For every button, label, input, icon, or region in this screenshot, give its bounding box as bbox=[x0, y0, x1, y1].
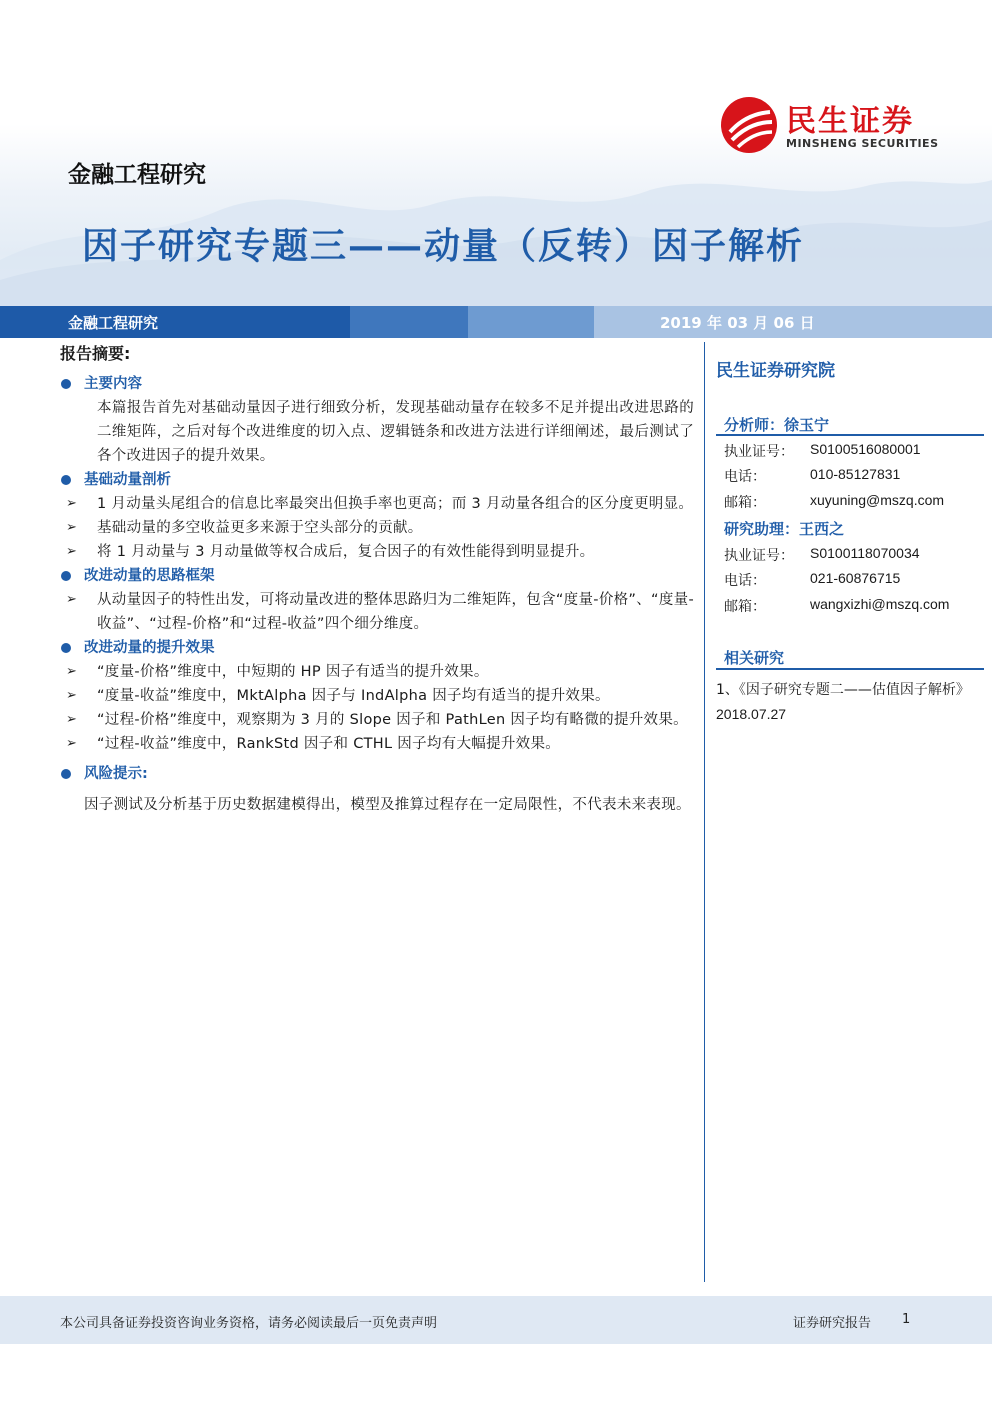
related-heading: 相关研究 bbox=[724, 649, 785, 667]
bullet-dot-icon bbox=[61, 379, 71, 389]
arrow-bullet-icon: ➢ bbox=[66, 688, 78, 703]
abstract-label: 报告摘要: bbox=[60, 344, 131, 363]
list-item: ➢ 从动量因子的特性出发，可将动量改进的整体思路归为二维矩阵，包含“度量-价格”、“度量-收益”、“过程-价格”和“过程-收益”四个细分维度。 bbox=[58, 588, 694, 636]
footer-report-type: 证券研究报告 bbox=[793, 1316, 872, 1331]
section-heading-framework: 改进动量的思路框架 bbox=[58, 564, 694, 588]
list-item: ➢ 将 1 月动量与 3 月动量做等权合成后，复合因子的有效性能得到明显提升。 bbox=[58, 540, 694, 564]
section-heading-risk: 风险提示: bbox=[58, 762, 694, 786]
arrow-bullet-icon: ➢ bbox=[66, 544, 78, 559]
document-title: 因子研究专题三——动量（反转）因子解析 bbox=[82, 225, 805, 267]
report-date: 2019 年 03 月 06 日 bbox=[660, 314, 815, 332]
arrow-bullet-icon: ➢ bbox=[66, 496, 78, 511]
analyst-heading: 分析师：徐玉宁 bbox=[724, 416, 830, 434]
related-report-link[interactable]: 1、《因子研究专题二——估值因子解析》 bbox=[716, 682, 970, 698]
assistant-heading: 研究助理：王西之 bbox=[724, 520, 845, 538]
abstract-column bbox=[58, 342, 694, 818]
bullet-dot-icon bbox=[61, 571, 71, 581]
footer-disclaimer: 本公司具备证券投资咨询业务资格，请务必阅读最后一页免责声明 bbox=[60, 1316, 438, 1331]
bar-section-label: 金融工程研究 bbox=[68, 314, 159, 332]
arrow-bullet-icon: ➢ bbox=[66, 712, 78, 727]
divider bbox=[716, 434, 984, 436]
arrow-bullet-icon: ➢ bbox=[66, 736, 78, 751]
arrow-bullet-icon: ➢ bbox=[66, 664, 78, 679]
bullet-dot-icon bbox=[61, 643, 71, 653]
section-title: 金融工程研究 bbox=[68, 162, 206, 188]
list-item: ➢ “度量-价格”维度中，中短期的 HP 因子有适当的提升效果。 bbox=[58, 660, 694, 684]
risk-paragraph: 因子测试及分析基于历史数据建模得出，模型及推算过程存在一定局限性，不代表未来表现。 bbox=[84, 797, 691, 813]
company-logo bbox=[720, 96, 960, 160]
page-number: 1 bbox=[902, 1312, 911, 1327]
list-item: ➢ “过程-收益”维度中，RankStd 因子和 CTHL 因子均有大幅提升效果。 bbox=[58, 732, 694, 756]
arrow-bullet-icon: ➢ bbox=[66, 592, 78, 607]
logo-text-cn: 民生证券 bbox=[786, 104, 914, 139]
assistant-email-link[interactable]: wangxizhi@mszq.com bbox=[810, 596, 950, 612]
institute-name: 民生证券研究院 bbox=[716, 361, 835, 381]
list-item: ➢ 基础动量的多空收益更多来源于空头部分的贡献。 bbox=[58, 516, 694, 540]
list-item: ➢ “过程-价格”维度中，观察期为 3 月的 Slope 因子和 PathLen 因子均有略微的提升效果。 bbox=[58, 708, 694, 732]
logo-text-en: MINSHENG SECURITIES bbox=[786, 137, 939, 150]
column-divider bbox=[704, 342, 705, 1282]
section-heading-improvement: 改进动量的提升效果 bbox=[58, 636, 694, 660]
section-heading-main-content: 主要内容 bbox=[58, 372, 694, 396]
logo-mark-icon bbox=[720, 96, 778, 154]
list-item: ➢ 1 月动量头尾组合的信息比率最突出但换手率也更高；而 3 月动量各组合的区分度更明显。 bbox=[58, 492, 694, 516]
arrow-bullet-icon: ➢ bbox=[66, 520, 78, 535]
main-content-paragraph: 本篇报告首先对基础动量因子进行细致分析，发现基础动量存在较多不足并提出改进思路的二维矩阵，之后对每个改进维度的切入点、逻辑链条和改进方法进行详细阐述，最后测试了各个改进因子的提升效果。 bbox=[97, 400, 694, 464]
section-heading-basic-momentum: 基础动量剖析 bbox=[58, 468, 694, 492]
list-item: ➢ “度量-收益”维度中，MktAlpha 因子与 IndAlpha 因子均有适当的提升效果。 bbox=[58, 684, 694, 708]
divider bbox=[716, 668, 984, 670]
bullet-dot-icon bbox=[61, 475, 71, 485]
related-report-date: 2018.07.27 bbox=[716, 706, 787, 722]
analyst-email-link[interactable]: xuyuning@mszq.com bbox=[810, 492, 945, 508]
bullet-dot-icon bbox=[61, 769, 71, 779]
